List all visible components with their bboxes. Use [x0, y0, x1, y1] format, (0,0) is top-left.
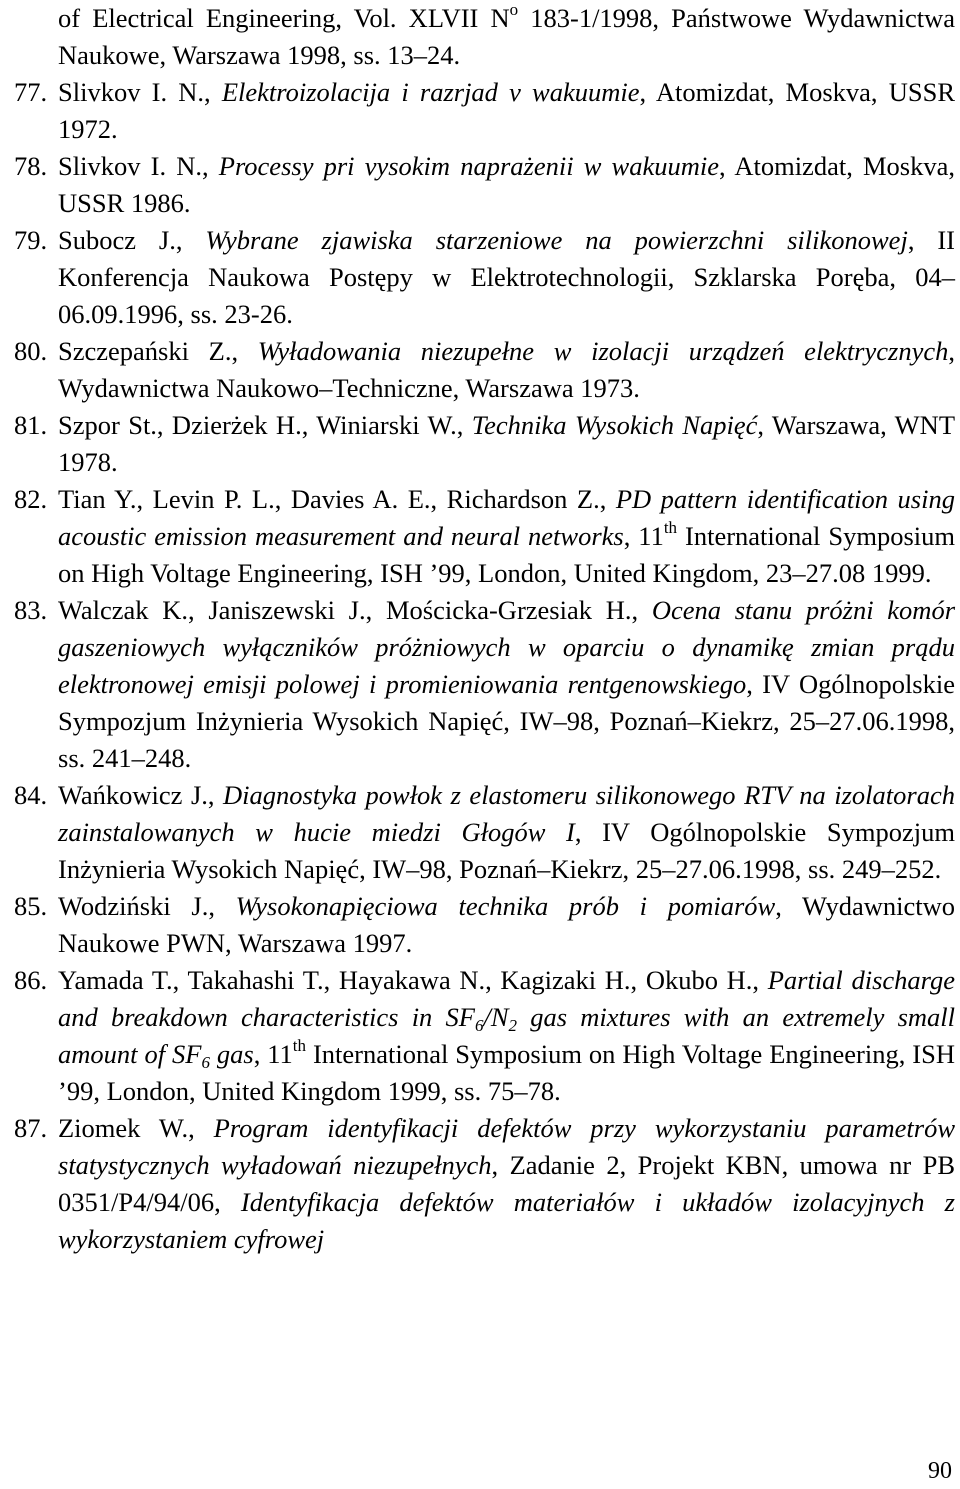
reference-text: Wańkowicz J., [58, 780, 224, 810]
reference-text: Tian Y., Levin P. L., Davies A. E., Richardson Z., [58, 484, 616, 514]
reference-title: gas mixtures with an extremely small amount of SF [58, 1002, 956, 1069]
reference-number: 79. [14, 225, 48, 255]
reference-text: , Wydawnictwo Naukowe PWN, Warszawa 1997. [58, 891, 955, 958]
reference-text: , II Konferencja Naukowa Postępy w Elektrotechnologii, Szklarska Poręba, 04–06.09.1996, ss. 23-26. [58, 225, 955, 329]
reference-entry [0, 481, 955, 592]
reference-number: 78. [14, 151, 48, 181]
reference-text: , 11 [623, 521, 664, 551]
reference-text: of Electrical Engineering, Vol. XLVII N [58, 3, 510, 33]
reference-text: , IV Ogólnopolskie Sympozjum Inżynieria Wysokich Napięć, IW–98, Poznań–Kiekrz, 25–27.06.1998, ss. 241–248. [58, 669, 955, 773]
reference-title: PD pattern identification using acoustic emission measurement and neural networks [58, 484, 955, 551]
reference-entry [0, 962, 955, 1110]
reference-title: Partial discharge and breakdown characteristics in SF [58, 965, 955, 1032]
reference-number: 81. [14, 410, 48, 440]
reference-text: , Warszawa, WNT 1978. [58, 410, 956, 477]
reference-number: 84. [14, 780, 48, 810]
reference-text: , IV Ogólnopolskie Sympozjum Inżynieria Wysokich Napięć, IW–98, Poznań–Kiekrz, 25–27.06.1998, ss. 249–252. [58, 817, 955, 884]
reference-title: Program identyfikacji defektów przy wykorzystaniu parametrów statystycznych wyładowań niezupełnych [58, 1113, 955, 1180]
reference-title: Ocena stanu próżni komór gaszeniowych wyłączników próżniowych w oparciu o dynamikę zmian prądu elektronowej emisji polowej i promieniowania rentgenowskiego [58, 595, 956, 699]
reference-title: Elektroizolacija i razrjad v wakuumie [221, 77, 640, 107]
subscript: 6 [474, 1016, 484, 1035]
reference-text: Slivkov I. N., [58, 151, 219, 181]
reference-text: Walczak K., Janiszewski J., Mościcka-Grzesiak H., [58, 595, 652, 625]
reference-text: Yamada T., Takahashi T., Hayakawa N., Kagizaki H., Okubo H., [58, 965, 768, 995]
reference-number: 77. [14, 77, 48, 107]
reference-title: Processy pri vysokim naprażenii w wakuumie [218, 151, 720, 181]
reference-entry [0, 333, 955, 407]
reference-text: , 11 [253, 1039, 293, 1069]
reference-title: Wybrane zjawiska starzeniowe na powierzchni silikonowej [205, 225, 908, 255]
reference-text: International Symposium on High Voltage Engineering, ISH ’99, London, United Kingdom 1999, ss. 75–78. [58, 1039, 955, 1106]
reference-entry [0, 1110, 955, 1258]
reference-text: Wodziński J., [58, 891, 236, 921]
page-number: 90 [928, 1458, 952, 1484]
superscript: th [663, 518, 678, 537]
subscript: 6 [201, 1053, 210, 1072]
reference-title: Diagnostyka powłok z elastomeru silikonowego RTV na izolatorach zainstalowanych w hucie miedzi Głogów I [58, 780, 955, 847]
reference-entry [0, 888, 955, 962]
reference-number: 86. [14, 965, 48, 995]
superscript: th [292, 1036, 307, 1055]
reference-text: , Atomizdat, Moskva, USSR 1972. [58, 77, 955, 144]
reference-text: , Zadanie 2, Projekt KBN, umowa nr PB 0351/P4/94/06, [58, 1150, 955, 1217]
reference-text: Ziomek W., [58, 1113, 214, 1143]
reference-entry [0, 407, 955, 481]
reference-number: 80. [14, 336, 48, 366]
reference-number: 83. [14, 595, 48, 625]
reference-text: , Wydawnictwa Naukowo–Techniczne, Warszawa 1973. [58, 336, 955, 403]
reference-text: , Atomizdat, Moskva, USSR 1986. [58, 151, 955, 218]
reference-title: Wyładowania niezupełne w izolacji urządzeń elektrycznych [257, 336, 949, 366]
reference-entry [0, 0, 955, 74]
reference-number: 82. [14, 484, 48, 514]
reference-entry [0, 592, 955, 777]
reference-entry [0, 777, 955, 888]
reference-title: gas [209, 1039, 254, 1069]
reference-text: Szpor St., Dzierżek H., Winiarski W., [58, 410, 472, 440]
reference-entry [0, 148, 955, 222]
reference-title: Wysokonapięciowa technika prób i pomiarów [235, 891, 776, 921]
reference-title: Technika Wysokich Napięć [471, 410, 758, 440]
reference-text: Subocz J., [58, 225, 206, 255]
reference-entry [0, 74, 955, 148]
reference-number: 85. [14, 891, 48, 921]
reference-number: 87. [14, 1113, 48, 1143]
reference-entry [0, 222, 955, 333]
reference-text: International Symposium on High Voltage Engineering, ISH ’99, London, United Kingdom, 23–27.08 1999. [58, 521, 955, 588]
reference-text: 183-1/1998, Państwowe Wydawnictwa Naukowe, Warszawa 1998, ss. 13–24. [58, 3, 955, 70]
superscript: o [509, 0, 519, 19]
reference-text: Slivkov I. N., [58, 77, 222, 107]
subscript: 2 [508, 1016, 518, 1035]
reference-title: /N [483, 1002, 509, 1032]
reference-text: Szczepański Z., [58, 336, 258, 366]
reference-title: Identyfikacja defektów materiałów i układów izolacyjnych z wykorzystaniem cyfrowej [58, 1187, 955, 1254]
